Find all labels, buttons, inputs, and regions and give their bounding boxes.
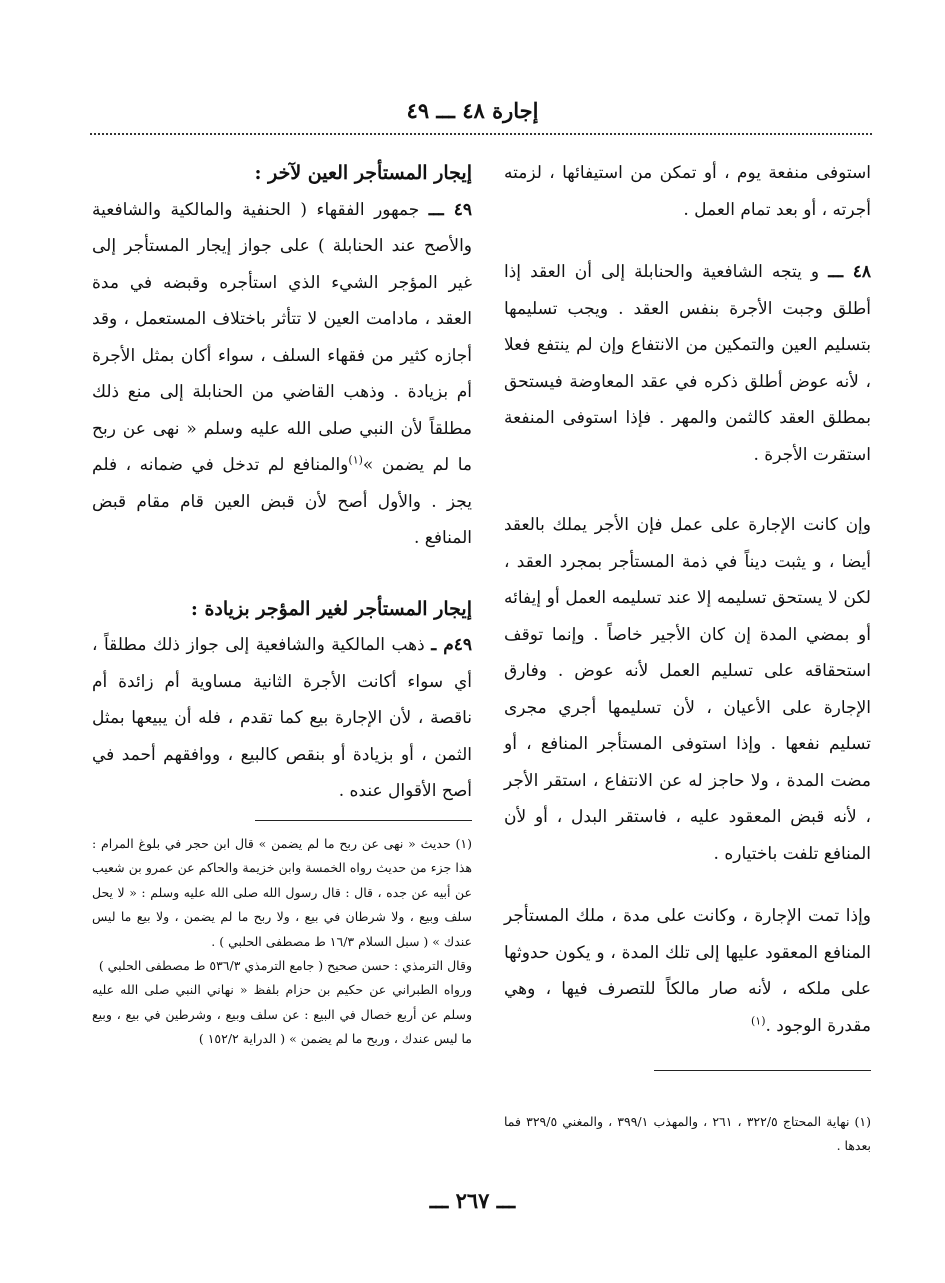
footnote-tabarani: ورواه الطبراني عن حكيم بن حزام بلفظ « نهاني النبي صلى الله عليه وسلم عن أربع خصال في البيع : عن سلف وبيع ، وشرطين في بيع ، وبيع ما ليس عندك ، وربح ما لم يضمن » ( الدراية ١٥٢/٢ ) <box>92 982 472 1047</box>
footnote-divider <box>255 820 472 821</box>
section-heading: إيجار المستأجر العين لآخر : <box>254 162 472 184</box>
footnote-ref: (١) <box>348 453 363 467</box>
paragraph-49-text-a: جمهور الفقهاء ( الحنفية والمالكية والشافعية والأصح عند الحنابلة ) على جواز إيجار المستأجر إلى غير المؤجر الشيء الذي استأجره وقبضه في مدة العقد ، مادامت العين لا تتأثر باختلاف المستعمل ، وقد أجازه كثير من فقهاء السلف ، سواء أكان بمثل الأجرة أم بزيادة . وذهب القاضي من الحنابلة إلى منع ذلك مطلقاً لأن النبي صلى الله عليه وسلم « نهى عن ربح ما لم يضمن » <box>92 199 472 475</box>
paragraph-49m <box>92 627 472 810</box>
right-column <box>504 155 871 1044</box>
footnote-divider <box>654 1070 871 1071</box>
running-title: إجارة ٤٨ ـــ ٤٩ <box>406 98 539 123</box>
section-number-49m: ٤٩م ـ <box>431 635 472 655</box>
page-number: ـــ ٢٦٧ ـــ <box>429 1188 516 1213</box>
paragraph-48 <box>504 254 871 473</box>
footnote-tirmidhi: وقال الترمذي : حسن صحيح ( جامع الترمذي ٥٣٦/٣ ط مصطفى الحلبي ) <box>98 958 472 974</box>
paragraph-49m-text: ذهب المالكية والشافعية إلى جواز ذلك مطلقاً ، أي سواء أكانت الأجرة الثانية مساوية أم زائدة أم ناقصة ، لأن الإجارة بيع كما تقدم ، فله أن يبيعها بمثل الثمن ، أو بزيادة أو بنقص كالبيع ، ووافقهم أحمد في أصح الأقوال عنده . <box>92 635 472 801</box>
section-number-48: ٤٨ ـــ <box>828 262 871 282</box>
section-number-49: ٤٩ ـــ <box>428 199 472 220</box>
footnote-hadith: (١) حديث « نهى عن ربح ما لم يضمن » قال ابن حجر في بلوغ المرام : هذا جزء من حديث رواه الخمسة وابن خزيمة والحاكم عن عمرو بن شعيب عن أبيه عن جده ، قال : قال رسول الله صلى الله عليه وسلم : « لا يحل سلف وبيع ، ولا شرطان في بيع ، ولا ربح ما لم يضمن ، ولا بيع ما ليس عندك » ( سبل السلام ١٦/٣ ط مصطفى الحلبي ) . <box>92 836 472 949</box>
paragraph-completion <box>504 898 871 1044</box>
paragraph-49-text-b: والمنافع لم تدخل في ضمانه ، فلم يجز . والأول أصح لأن قبض العين قام مقام قبض المنافع . <box>92 455 472 548</box>
paragraph-completion-text: وإذا تمت الإجارة ، وكانت على مدة ، ملك المستأجر المنافع المعقود عليها إلى تلك المدة ، و يكون حدوثها على ملكه ، لأنه صار مالكاً للتصرف فيها ، وهي مقدرة الوجود . <box>504 906 871 1036</box>
paragraph-49 <box>92 192 472 557</box>
left-column <box>92 155 472 810</box>
paragraph-wages-work: وإن كانت الإجارة على عمل فإن الأجر يملك بالعقد أيضا ، و يثبت ديناً في ذمة المستأجر بمجرد العقد ، لكن لا يستحق تسليمه إلا عند تسليمه العمل أو إيفائه أو بمضي المدة إن كان الأجير خاصاً . وإنما توقف استحقاقه على تسليم العمل لأنه عوض . وفارق الإجارة على الأعيان ، لأن تسليمها أجري مجرى تسليم نفعها . وإذا استوفى المستأجر المنافع ، أو مضت المدة ، ولا حاجز له عن الانتفاع ، استقر الأجر ، لأنه قبض المعقود عليه ، فاستقر البدل ، أو لأن المنافع تلفت باختياره . <box>504 515 871 864</box>
paragraph-continuation: استوفى منفعة يوم ، أو تمكن من استيفائها ، لزمته أجرته ، أو بعد تمام العمل . <box>504 163 871 220</box>
footnote-right: (١) نهاية المحتاج ٣٢٢/٥ ، ٢٦١ ، والمهذب ٣٩٩/١ ، والمغني ٣٢٩/٥ فما بعدها . <box>504 1114 872 1154</box>
footnotes-left <box>92 832 472 1052</box>
footnote-ref: (١) <box>750 1013 766 1027</box>
paragraph-48-text: و يتجه الشافعية والحنابلة إلى أن العقد إذا أطلق وجبت الأجرة بنفس العقد . ويجب تسليمها بتسليم العين والتمكين من الانتفاع وإن لم ينتفع فعلا ، لأنه عوض أطلق ذكره في عقد المعاوضة فيستحق بمطلق العقد كالثمن والمهر . فإذا استوفى المنفعة استقرت الأجرة . <box>504 262 871 465</box>
header-divider <box>90 133 872 135</box>
section-heading: إيجار المستأجر لغير المؤجر بزيادة : <box>190 597 472 620</box>
